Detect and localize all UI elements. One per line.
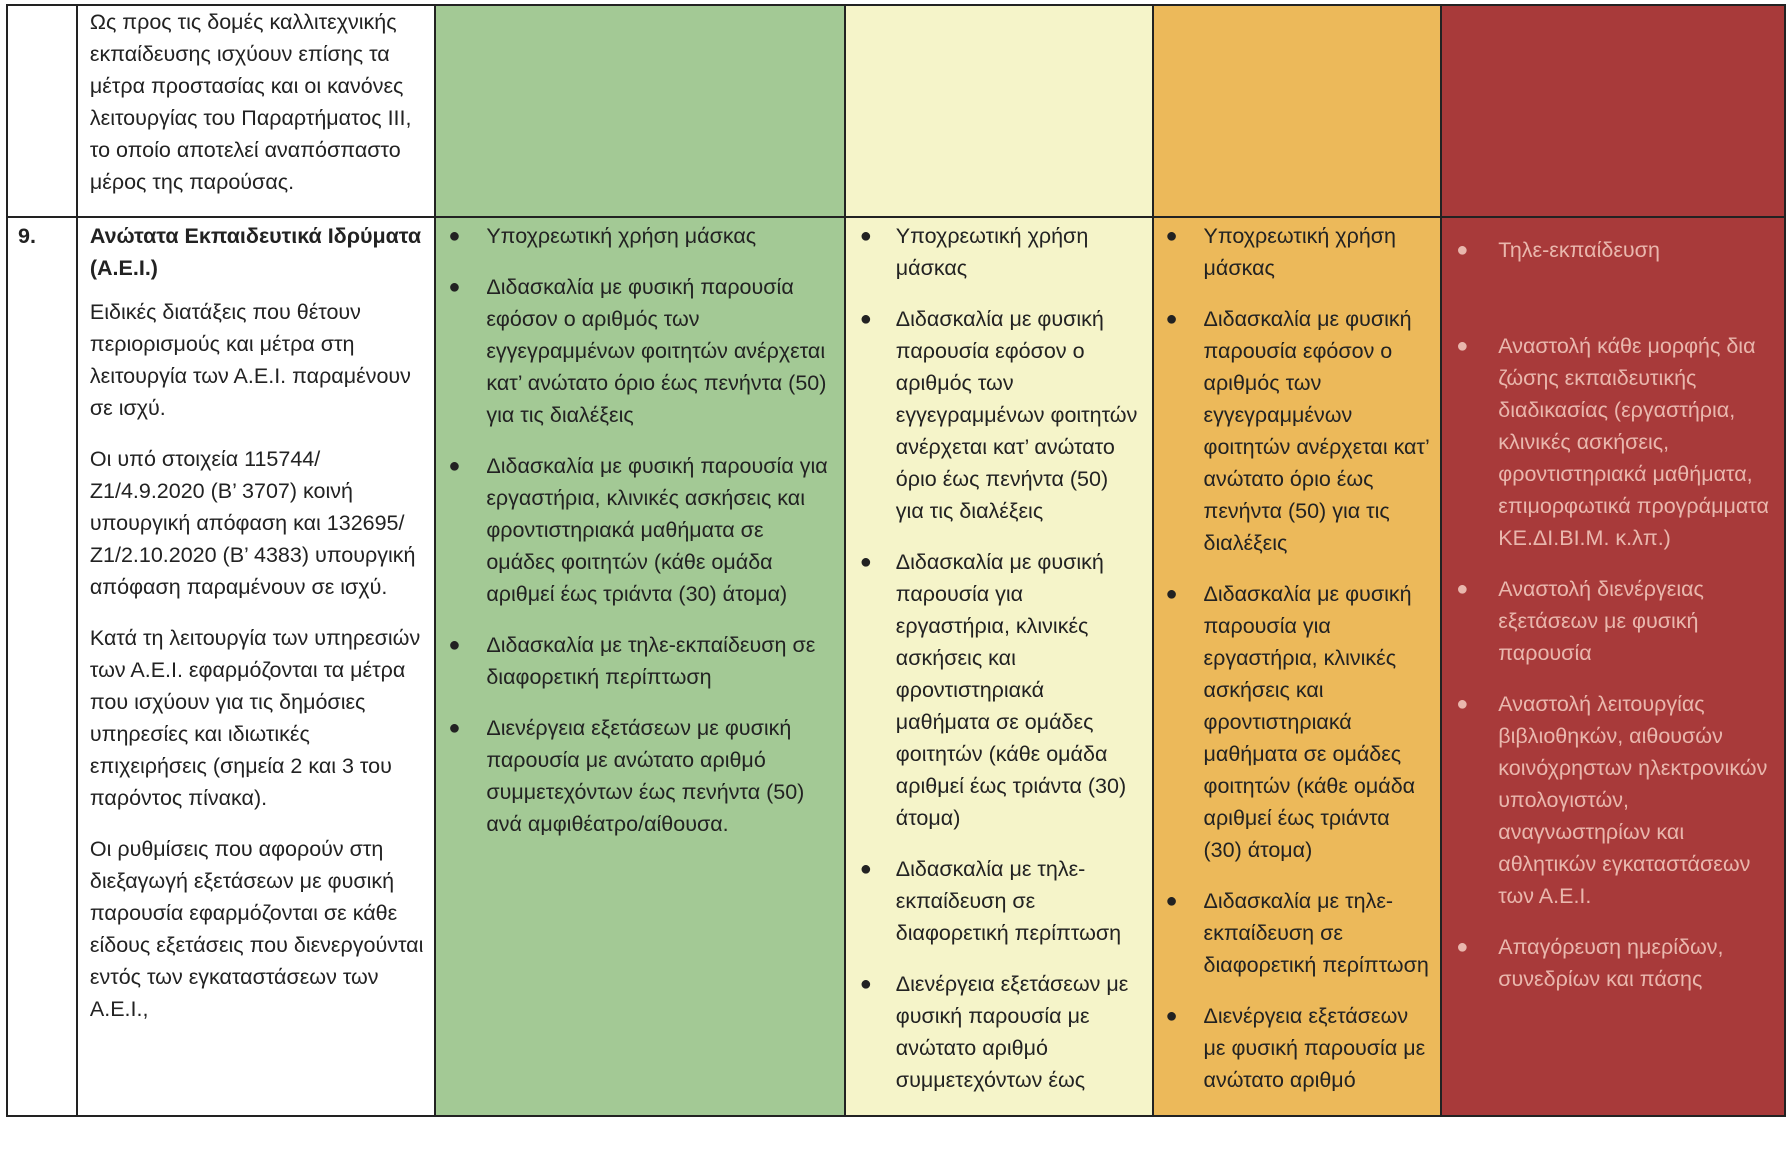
bullet-icon: ● (1165, 308, 1178, 330)
row-heading: Ανώτατα Εκπαιδευτικά Ιδρύματα (Α.Ε.Ι.) (89, 224, 422, 280)
red-level-cell (1441, 217, 1785, 1116)
list-item-text: Διδασκαλία με φυσική παρουσία για εργαστήρια, κλινικές ασκήσεις και φροντιστηριακά μαθήματα σε ομάδες φοιτητών (κάθε ομάδα αριθμεί έως τριάντα (30) άτομα) (486, 454, 828, 606)
list-item-text: Διενέργεια εξετάσεων με φυσική παρουσία με ανώτατο αριθμό συμμετεχόντων έως πενήντα (50) ανά αμφιθέατρο/αίθουσα. (486, 716, 805, 836)
list-item (846, 546, 1142, 834)
list-item (846, 968, 1142, 1096)
bullet-icon: ● (1456, 578, 1469, 600)
description-paragraph: Ειδικές διατάξεις που θέτουν περιορισμούς και μέτρα στη λειτουργία των Α.Ε.Ι. παραμένουν σε ισχύ. (89, 300, 411, 420)
measures-table (6, 4, 1786, 1117)
bullet-icon: ● (1165, 583, 1178, 605)
orange-measures-list (1154, 218, 1441, 1096)
list-item (436, 629, 829, 693)
list-item-text: Τηλε-εκπαίδευση (1498, 238, 1660, 262)
bullet-icon: ● (448, 634, 461, 656)
orange-level-cell (1153, 217, 1442, 1116)
list-item (1442, 234, 1774, 266)
bullet-icon: ● (859, 551, 872, 573)
red-measures-list (1442, 218, 1784, 995)
bullet-icon: ● (1165, 890, 1178, 912)
list-item (846, 853, 1142, 949)
list-item (1442, 573, 1774, 669)
list-item (1154, 885, 1433, 981)
list-item (436, 450, 829, 610)
list-item-text: Διδασκαλία με τηλε-εκπαίδευση σε διαφορετική περίπτωση (895, 857, 1122, 945)
list-item (846, 220, 1142, 284)
green-measures-list (436, 218, 843, 840)
bullet-icon: ● (1456, 335, 1469, 357)
list-item-text: Αναστολή διενέργειας εξετάσεων με φυσική παρουσία (1498, 577, 1704, 665)
table-row-9 (7, 217, 1785, 1116)
list-item (1442, 931, 1774, 995)
list-item-text: Διδασκαλία με τηλε-εκπαίδευση σε διαφορετική περίπτωση (1203, 889, 1429, 977)
bullet-icon: ● (859, 225, 872, 247)
bullet-icon: ● (859, 973, 872, 995)
description-paragraph: Οι υπό στοιχεία 115744/Ζ1/4.9.2020 (Β’ 3707) κοινή υπουργική απόφαση και 132695/Ζ1/2.10.2020 (Β’ 4383) υπουργική απόφαση παραμένουν σε ισχύ. (89, 447, 416, 599)
list-item-text: Υποχρεωτική χρήση μάσκας (486, 224, 757, 248)
bullet-icon: ● (448, 455, 461, 477)
bullet-icon: ● (448, 717, 461, 739)
bullet-icon: ● (1165, 225, 1178, 247)
green-level-cell (435, 217, 844, 1116)
list-item (1154, 578, 1433, 866)
list-item-text: Αναστολή λειτουργίας βιβλιοθηκών, αιθουσών κοινόχρηστων ηλεκτρονικών υπολογιστών, αναγνωστηρίων και αθλητικών εγκαταστάσεων των Α.Ε.Ι. (1498, 692, 1768, 908)
description-paragraph: Κατά τη λειτουργία των υπηρεσιών των Α.Ε.Ι. εφαρμόζονται τα μέτρα που ισχύουν για τις δημόσιες υπηρεσίες και ιδιωτικές επιχειρήσεις (σημεία 2 και 3 του παρόντος πίνακα). (89, 626, 421, 810)
yellow-level-cell (845, 5, 1153, 217)
table-row-previous (7, 5, 1785, 217)
list-item-text: Υποχρεωτική χρήση μάσκας (895, 224, 1089, 280)
row-number: 9. (18, 224, 36, 248)
list-item (1442, 330, 1774, 554)
list-item (1154, 303, 1433, 559)
list-item-text: Διδασκαλία με τηλε-εκπαίδευση σε διαφορετική περίπτωση (486, 633, 816, 689)
bullet-icon: ● (859, 858, 872, 880)
description-cell (77, 217, 435, 1116)
list-item (436, 271, 829, 431)
bullet-icon: ● (1456, 936, 1469, 958)
yellow-measures-list (846, 218, 1152, 1096)
list-item-text: Απαγόρευση ημερίδων, συνεδρίων και πάσης (1498, 935, 1724, 991)
list-item (1154, 220, 1433, 284)
list-item-text: Διδασκαλία με φυσική παρουσία εφόσον ο αριθμός των εγγεγραμμένων φοιτητών ανέρχεται κατ’ ανώτατο όριο έως πενήντα (50) για τις διαλέξεις (1203, 307, 1429, 555)
bullet-icon: ● (448, 276, 461, 298)
red-level-cell (1441, 5, 1785, 217)
yellow-level-cell (845, 217, 1153, 1116)
description-cell (77, 5, 435, 217)
bullet-icon: ● (1456, 693, 1469, 715)
list-item-text: Υποχρεωτική χρήση μάσκας (1203, 224, 1396, 280)
green-level-cell (435, 5, 844, 217)
orange-level-cell (1153, 5, 1442, 217)
bullet-icon: ● (859, 308, 872, 330)
description-text: Ως προς τις δομές καλλιτεχνικής εκπαίδευσης ισχύουν επίσης τα μέτρα προστασίας και οι κανόνες λειτουργίας του Παραρτήματος ΙΙΙ, το οποίο αποτελεί αναπόσπαστο μέρος της παρούσας. (89, 10, 412, 194)
number-cell (7, 217, 77, 1116)
list-item (436, 712, 829, 840)
list-item (436, 220, 829, 252)
bullet-icon: ● (448, 225, 461, 247)
list-item-text: Διδασκαλία με φυσική παρουσία εφόσον ο αριθμός των εγγεγραμμένων φοιτητών ανέρχεται κατ’ ανώτατο όριο έως πενήντα (50) για τις διαλέξεις (895, 307, 1138, 523)
list-item-text: Αναστολή κάθε μορφής δια ζώσης εκπαιδευτικής διαδικασίας (εργαστήρια, κλινικές ασκήσεις, φροντιστηριακά μαθήματα, επιμορφωτικά προγράμματα ΚΕ.ΔΙ.ΒΙ.Μ. κ.λπ.) (1498, 334, 1769, 550)
list-item-text: Διδασκαλία με φυσική παρουσία για εργαστήρια, κλινικές ασκήσεις και φροντιστηριακά μαθήματα σε ομάδες φοιτητών (κάθε ομάδα αριθμεί έως τριάντα (30) άτομα) (895, 550, 1127, 830)
number-cell (7, 5, 77, 217)
bullet-icon: ● (1456, 239, 1469, 261)
list-item-text: Διδασκαλία με φυσική παρουσία για εργαστήρια, κλινικές ασκήσεις και φροντιστηριακά μαθήματα σε ομάδες φοιτητών (κάθε ομάδα αριθμεί έως τριάντα (30) άτομα) (1203, 582, 1416, 862)
list-item (1442, 688, 1774, 912)
list-item-text: Διενέργεια εξετάσεων με φυσική παρουσία με ανώτατο αριθμό (1203, 1004, 1426, 1092)
list-item-text: Διενέργεια εξετάσεων με φυσική παρουσία με ανώτατο αριθμό συμμετεχόντων έως (895, 972, 1129, 1092)
list-item (1154, 1000, 1433, 1096)
bullet-icon: ● (1165, 1005, 1178, 1027)
list-item-text: Διδασκαλία με φυσική παρουσία εφόσον ο αριθμός των εγγεγραμμένων φοιτητών ανέρχεται κατ’ ανώτατο όριο έως πενήντα (50) για τις διαλέξεις (486, 275, 827, 427)
description-paragraph: Οι ρυθμίσεις που αφορούν στη διεξαγωγή εξετάσεων με φυσική παρουσία εφαρμόζονται σε κάθε είδους εξετάσεις που διενεργούνται εντός των εγκαταστάσεων των Α.Ε.Ι., (89, 837, 424, 1021)
list-item (846, 303, 1142, 527)
